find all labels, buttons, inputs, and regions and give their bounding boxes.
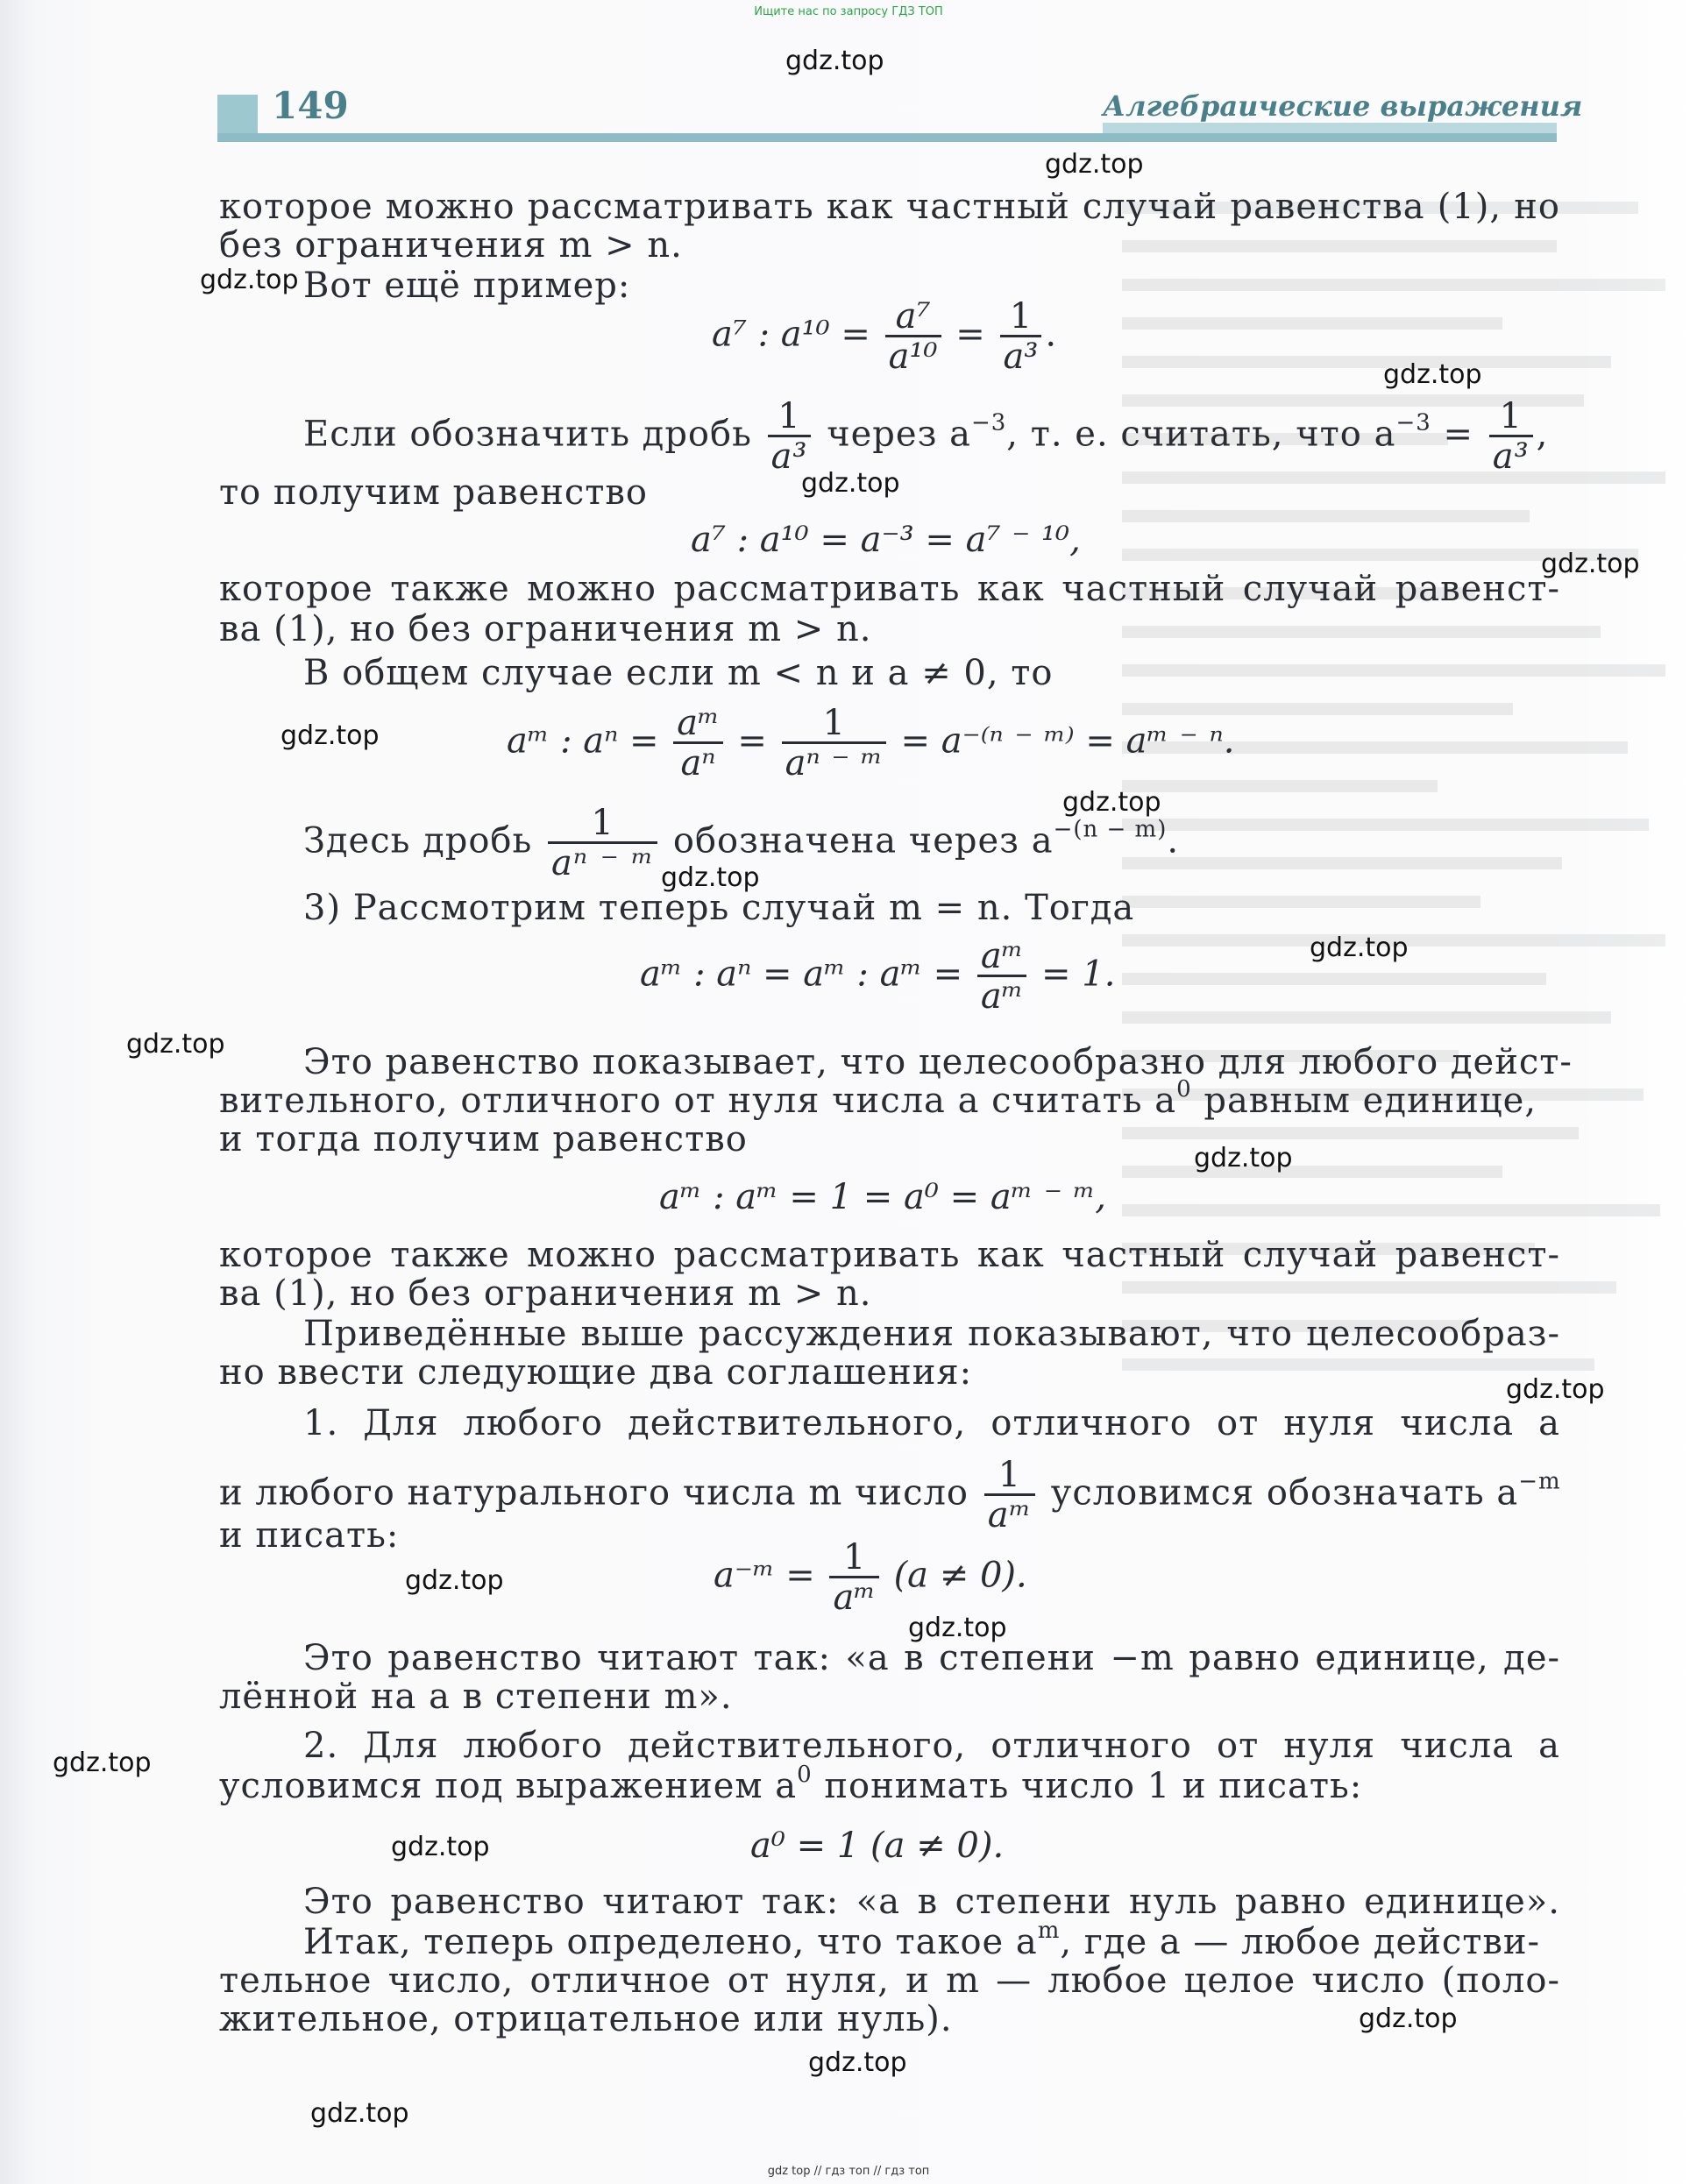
- paragraph-line: лённой на a в степени m».: [219, 1677, 733, 1717]
- fraction-numerator: 1: [829, 1539, 878, 1578]
- text: условимся обозначать a: [1050, 1472, 1519, 1514]
- fraction: [885, 298, 941, 376]
- watermark: gdz.top: [1062, 787, 1161, 818]
- page-number: 149: [272, 84, 349, 127]
- paragraph-line: [219, 1457, 1561, 1535]
- paragraph-line: [219, 1076, 1537, 1121]
- paragraph-line: [219, 1762, 1363, 1806]
- watermark: gdz.top: [1194, 1143, 1293, 1174]
- formula-2: a⁷ : a¹⁰ = a⁻³ = a⁷ ⁻ ¹⁰,: [691, 520, 1081, 560]
- formula-1: a⁷ : a¹⁰ = $\frac{\text{a⁷}}{\text{a¹⁰}}$ = $\frac{1}{\text{a³}}$ .: [712, 296, 1057, 377]
- paragraph-line: которое также можно рассматривать как частный случай равенст-: [219, 569, 1560, 609]
- fraction-denominator: a³: [1003, 337, 1039, 377]
- paragraph-line: тельное число, отличное от нуля, и m — любое целое число (поло-: [219, 1961, 1560, 2001]
- watermark: gdz.top: [126, 1029, 225, 1060]
- fraction-numerator: 1: [548, 805, 657, 844]
- text: через a: [827, 414, 971, 455]
- paragraph-line: 3) Рассмотрим теперь случай m = n. Тогда: [303, 888, 1135, 928]
- fraction-numerator: a⁷: [885, 298, 941, 337]
- paragraph-line: которое также можно рассматривать как частный случай равенст-: [219, 1235, 1560, 1275]
- paragraph-line: 2. Для любого действительного, отличного от нуля числа a: [303, 1726, 1560, 1766]
- fraction-denominator: aᵐ: [833, 1578, 876, 1618]
- text: Итак, теперь определено, что такое a: [303, 1922, 1038, 1962]
- formula-text: a⁷ : a¹⁰ =: [712, 314, 870, 355]
- top-note[interactable]: Ищите нас по запросу ГДЗ ТОП: [754, 5, 943, 18]
- fraction-numerator: 1: [984, 1457, 1035, 1496]
- paragraph-line: без ограничения m > n.: [219, 225, 683, 266]
- watermark: gdz.top: [1506, 1374, 1605, 1405]
- watermark: gdz.top: [200, 265, 299, 295]
- paragraph-line: ва (1), но без ограничения m > n.: [219, 1273, 872, 1314]
- paragraph-line: [303, 1918, 1541, 1962]
- bottom-note[interactable]: gdz top // гдз топ // гдз топ: [767, 2165, 930, 2178]
- text: вительного, отличного от нуля числа a считать a: [219, 1081, 1177, 1121]
- exponent: −(n − m): [1053, 816, 1168, 843]
- fraction: [1000, 298, 1042, 376]
- text: , где a — любое действи-: [1060, 1922, 1541, 1962]
- formula-5: aᵐ : aᵐ = 1 = a⁰ = aᵐ ⁻ ᵐ,: [659, 1177, 1106, 1217]
- watermark: gdz.top: [1310, 932, 1409, 963]
- exponent: m: [1037, 1918, 1061, 1944]
- exponent: 0: [1176, 1076, 1192, 1103]
- formula-4: [640, 938, 1115, 1016]
- exponent: −3: [970, 409, 1007, 436]
- text: Если обозначить дробь: [303, 414, 752, 455]
- exponent: −m: [1518, 1468, 1561, 1495]
- formula-text: aᵐ : aⁿ = aᵐ : aᵐ =: [640, 954, 963, 995]
- paragraph-line: Это равенство читают так: «a в степени −m равно единице, де-: [303, 1638, 1560, 1678]
- text: обозначена через a: [672, 820, 1054, 862]
- fraction-numerator: 1: [1000, 298, 1042, 337]
- watermark: gdz.top: [908, 1613, 1007, 1643]
- text: , т. е. считать, что a: [1006, 414, 1396, 455]
- text: .: [1167, 820, 1180, 862]
- text: Здесь дробь: [303, 820, 533, 862]
- text: понимать число 1 и писать:: [824, 1766, 1363, 1806]
- fraction: [1489, 398, 1533, 476]
- paragraph-line: которое можно рассматривать как частный случай равенства (1), но: [219, 187, 1560, 227]
- paragraph-line: жительное, отрицательное или нуль).: [219, 1999, 953, 2039]
- watermark: gdz.top: [785, 46, 884, 76]
- watermark: gdz.top: [280, 720, 380, 751]
- paragraph-line: и писать:: [219, 1515, 400, 1556]
- fraction-denominator: aᵐ: [980, 976, 1024, 1017]
- paragraph-line: Это равенство показывает, что целесообразно для любого дейст-: [303, 1042, 1573, 1082]
- paragraph-line: и тогда получим равенство: [219, 1119, 748, 1159]
- watermark: gdz.top: [53, 1748, 152, 1778]
- fraction: [548, 805, 657, 883]
- fraction-denominator: aᵐ: [987, 1495, 1033, 1535]
- fraction: [829, 1539, 878, 1617]
- section-title: Алгебраические выражения: [1103, 89, 1583, 123]
- watermark: gdz.top: [1045, 149, 1144, 180]
- exponent: −3: [1395, 409, 1431, 436]
- fraction-denominator: aⁿ ⁻ ᵐ: [785, 743, 883, 784]
- fraction-numerator: 1: [768, 398, 812, 437]
- fraction: [984, 1457, 1035, 1535]
- fraction: [782, 705, 886, 783]
- fraction-denominator: a³: [1492, 436, 1530, 477]
- fraction-denominator: a³: [770, 436, 808, 477]
- paragraph-line: Если обозначить дробь $\frac{1}{\text{a³}}$ через $a^{-3}$, т. е. считать, что $a^{-3}$ = $\frac{1}{\text{a³}}$ ,: [303, 396, 1549, 477]
- text: равным единице,: [1204, 1081, 1537, 1121]
- watermark: gdz.top: [391, 1832, 490, 1862]
- formula-text: = 1.: [1041, 954, 1116, 995]
- paragraph-line: В общем случае если m < n и a ≠ 0, то: [303, 653, 1054, 693]
- formula-text: a⁻ᵐ =: [714, 1555, 815, 1596]
- paragraph-line: ва (1), но без ограничения m > n.: [219, 609, 872, 649]
- paragraph-line: Приведённые выше рассуждения показывают, что целесообраз-: [303, 1314, 1560, 1354]
- fraction-denominator: a¹⁰: [888, 337, 938, 377]
- paragraph-line: 1. Для любого действительного, отличного от нуля числа a: [303, 1403, 1560, 1443]
- formula-7: a⁰ = 1 (a ≠ 0).: [750, 1826, 1005, 1866]
- watermark: gdz.top: [310, 2098, 409, 2129]
- formula-6: [714, 1539, 1027, 1617]
- watermark: gdz.top: [405, 1565, 504, 1596]
- watermark: gdz.top: [801, 468, 900, 499]
- fraction-denominator: aⁿ: [680, 743, 716, 784]
- header-strip: [217, 133, 1557, 142]
- paragraph-line: то получим равенство: [219, 472, 648, 513]
- watermark: gdz.top: [1541, 549, 1640, 579]
- fraction-numerator: 1: [782, 705, 886, 744]
- formula-text: = a⁻⁽ⁿ ⁻ ᵐ⁾ = aᵐ ⁻ ⁿ.: [900, 720, 1235, 762]
- paragraph-line: Это равенство читают так: «a в степени нуль равно единице».: [303, 1882, 1560, 1922]
- paragraph-line: Вот ещё пример:: [303, 266, 631, 306]
- text: и любого натурального числа m число: [219, 1472, 969, 1514]
- exponent: 0: [797, 1762, 813, 1788]
- formula-text: aᵐ : aⁿ =: [507, 720, 659, 762]
- text: условимся под выражением a: [219, 1766, 798, 1806]
- fraction-numerator: 1: [1489, 398, 1533, 437]
- fraction: [977, 938, 1026, 1016]
- watermark: gdz.top: [1359, 2003, 1458, 2034]
- fraction: [673, 705, 722, 783]
- watermark: gdz.top: [661, 862, 760, 893]
- formula-3: aᵐ : aⁿ = $\frac{\text{aᵐ}}{\text{aⁿ}}$ = $\frac{1}{\text{aⁿ ⁻ ᵐ}}$ = a⁻⁽ⁿ ⁻ ᵐ⁾ = aᵐ ⁻ ⁿ.: [507, 703, 1235, 784]
- fraction: [768, 398, 812, 476]
- watermark: gdz.top: [808, 2047, 907, 2078]
- paragraph-line: [303, 805, 1179, 883]
- paragraph-line: но ввести следующие два соглашения:: [219, 1352, 973, 1393]
- fraction-numerator: aᵐ: [977, 938, 1026, 977]
- fraction-numerator: aᵐ: [673, 705, 722, 744]
- watermark: gdz.top: [1383, 359, 1482, 390]
- fraction-denominator: aⁿ ⁻ ᵐ: [551, 843, 655, 883]
- formula-text: (a ≠ 0).: [893, 1555, 1027, 1596]
